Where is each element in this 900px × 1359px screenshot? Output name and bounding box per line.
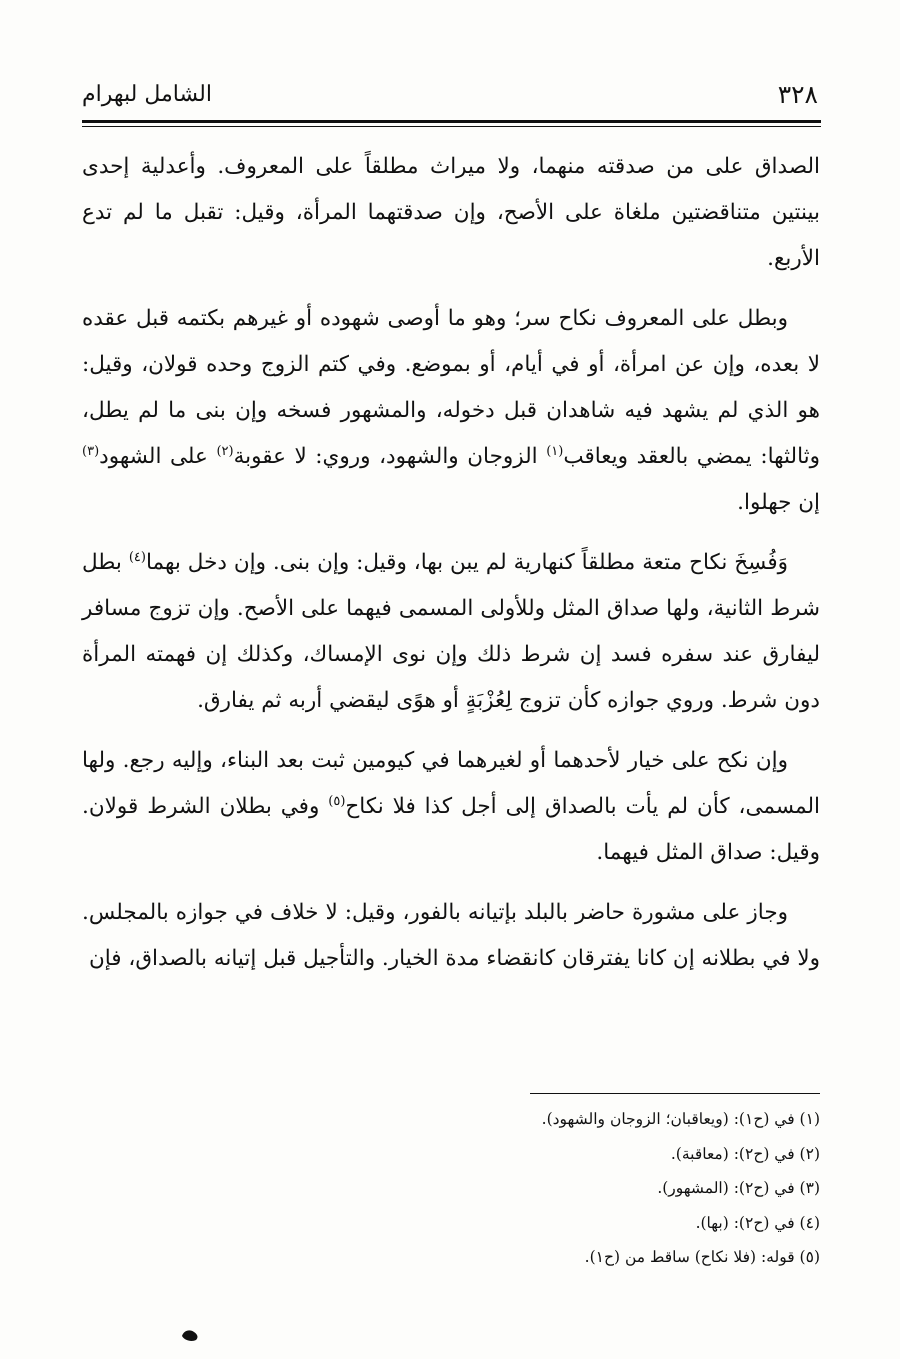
footnote: (٣) في (ح٢): (المشهور). [657, 1179, 820, 1197]
text-run: وإن نكح على خيار لأحدهما أو لغيرهما في كيومين ثبت بعد البناء، وإليه رجع. ولها المسمى، كأن لم يأت بالصداق إلى أجل كذا فلا نكاح [82, 748, 820, 819]
footnote-ref: (٢) [216, 443, 234, 459]
text-run: وفي بطلان الشرط قولان. وقيل: صداق المثل فيهما. [82, 794, 820, 865]
running-header [82, 78, 818, 120]
ink-mark-icon [180, 1328, 200, 1342]
paragraph [82, 144, 820, 282]
text-run: الصداق على من صدقته منهما، ولا ميراث مطلقاً على المعروف. وأعدلية إحدى بينتين متناقضتين ملغاة على الأصح، وإن صدقتهما المرأة، وقيل: تقبل ما لم تدع الأربع. [82, 154, 820, 271]
text-run: وبطل على المعروف نكاح سر؛ وهو ما أوصى شهوده أو غيرهم بكتمه قبل عقده لا بعده، وإن عن امرأة، أو في أيام، أو بموضع. وفي كتم الزوج وحده قولان، وقيل: هو الذي لم يشهد فيه شاهدان قبل دخوله، والمشهور فسخه وإن بنى ما لم يطل، وثالثها: يمضي بالعقد ويعاقب [82, 306, 820, 469]
paragraph [82, 540, 820, 724]
text-run: على الشهود [99, 444, 217, 469]
text-run: الزوجان والشهود، وروي: لا عقوبة [233, 444, 547, 469]
header-rule-thin [82, 126, 821, 127]
text-run: إن جهلوا. [737, 490, 820, 515]
footnotes [82, 1102, 820, 1275]
text-run: وجاز على مشورة حاضر بالبلد بإتيانه بالفور، وقيل: لا خلاف في جوازه بالمجلس. ولا في بطلانه إن كانا يفترقان كانقضاء مدة الخيار. والتأجيل قبل إتيانه بالصداق، فإن [82, 900, 820, 971]
main-text [82, 144, 820, 996]
footnote-ref: (٤) [128, 549, 146, 565]
footnote: (٥) قوله: (فلا نكاح) ساقط من (ح١). [584, 1248, 820, 1266]
footnote-ref: (٣) [82, 443, 100, 459]
footnote-ref: (٥) [328, 793, 346, 809]
text-run: وَفُسِخَ نكاح متعة مطلقاً كنهارية لم يبن بها، وقيل: وإن بنى. وإن دخل بهما [145, 550, 788, 575]
text-run: بطل شرط الثانية، ولها صداق المثل وللأولى المسمى فيهما على الأصح. وإن تزوج مسافر ليفارق عند سفره فسد إن شرط ذلك وإن نوى الإمساك، وكذلك إن فهمته المرأة دون شرط. وروي جوازه كأن تزوج لِعُزْبَةٍ أو هوًى ليقضي أربه ثم يفارق. [82, 550, 820, 713]
footnote: (١) في (ح١): (ويعاقبان؛ الزوجان والشهود). [541, 1110, 820, 1128]
paragraph [82, 738, 820, 876]
book-title: الشامل لبهرام [82, 82, 212, 107]
footnote: (٢) في (ح٢): (معاقبة). [670, 1144, 820, 1163]
paragraph [82, 890, 820, 982]
header-rule-thick [82, 120, 821, 123]
footnote: (٤) في (ح٢): (بها). [695, 1213, 820, 1232]
footnote-ref: (١) [546, 443, 564, 459]
paragraph [82, 296, 820, 526]
footnote-separator [530, 1093, 820, 1094]
page-number: ٣٢٨ [777, 80, 818, 109]
